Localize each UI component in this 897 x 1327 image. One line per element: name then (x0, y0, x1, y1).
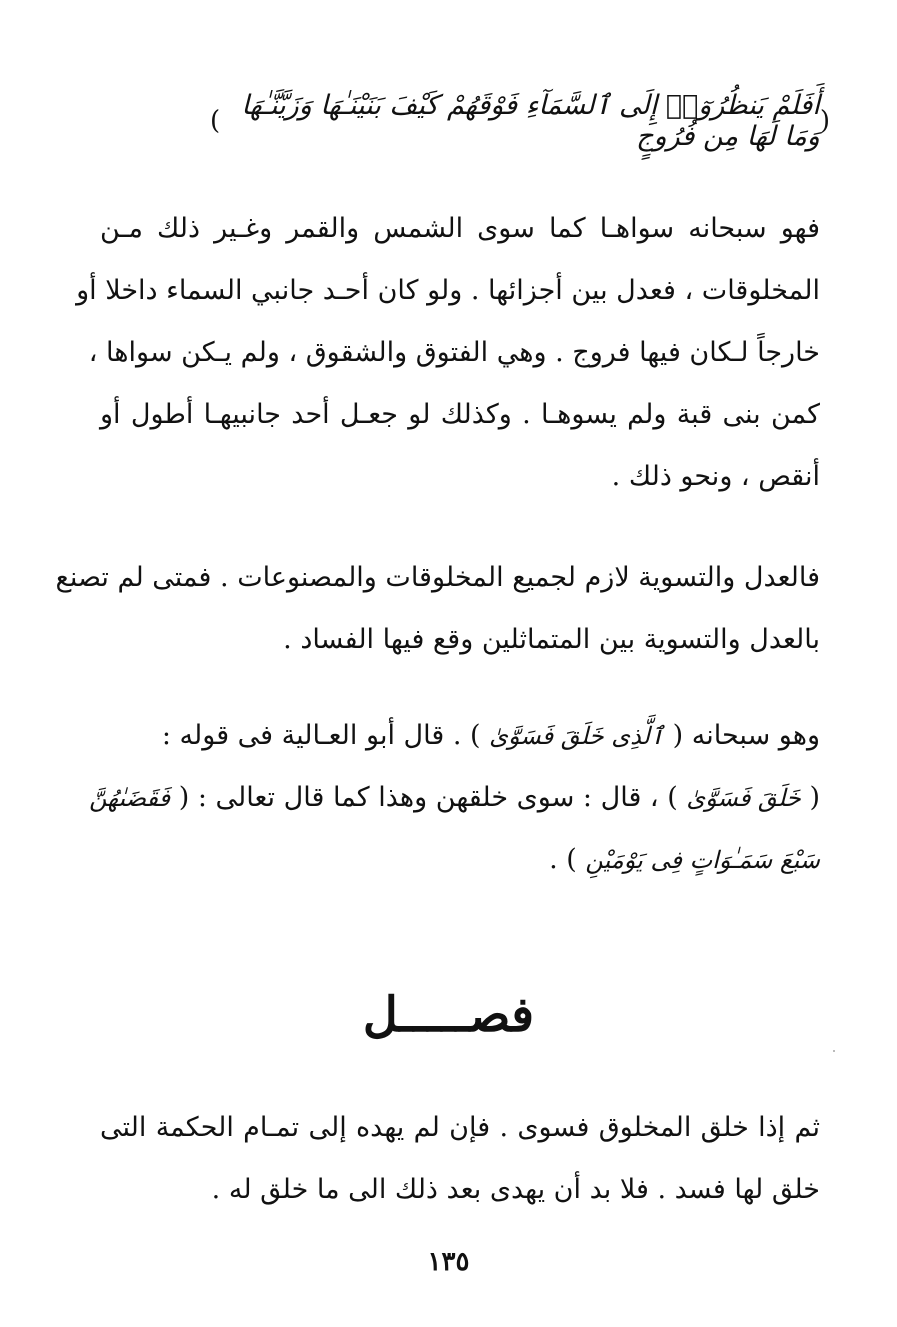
quran-verse-top (210, 90, 830, 152)
paragraph-2 (55, 547, 820, 671)
text-run: ) . (549, 844, 577, 875)
paragraph-line (89, 767, 820, 829)
inline-verse: ٱلَّذِى خَلَقَ فَسَوَّىٰ (489, 722, 665, 750)
section-heading: فصـــــل (362, 987, 535, 1043)
paragraph-line: ثم إذا خلق المخلوق فسوى . فإن لم يهده إلى تمـام الحكمة التى (100, 1112, 820, 1143)
inline-verse: خَلَقَ فَسَوَّىٰ (686, 784, 801, 812)
paragraph-line: فهو سبحانه سواهـا كما سوى الشمس والقمر وغـير ذلك مـن (100, 213, 820, 244)
paragraph-line: خارجاً لـكان فيها فروج . وهي الفتوق والشقوق ، ولم يـكن سواها ، (88, 337, 820, 368)
verse-text: أَفَلَمْ يَنظُرُوٓا۟ إِلَى ٱلسَّمَآءِ فَوْقَهُمْ كَيْفَ بَنَيْنَـٰهَا وَزَيَّنَّـٰهَا وَمَا لَهَا مِن فُرُوجٍ (241, 90, 820, 152)
paragraph-line: فالعدل والتسوية لازم لجميع المخلوقات والمصنوعات . فمتى لم تصنع (55, 562, 820, 593)
text-run: ( (809, 782, 820, 813)
paragraph-line: المخلوقات ، فعدل بين أجزائها . ولو كان أحـد جانبي السماء داخلا أو (76, 275, 820, 306)
text-run: ) . قال أبو العـالية فى قوله : (161, 720, 481, 751)
verse-close-paren: ) (210, 106, 221, 136)
paragraph-line: أنقص ، ونحو ذلك . (611, 461, 820, 492)
paragraph-4 (100, 1097, 820, 1221)
paragraph-line: بالعدل والتسوية بين المتماثلين وقع فيها الفساد . (283, 624, 820, 655)
text-run: وهو سبحانه ( (672, 720, 820, 751)
inline-verse: سَبْعَ سَمَـٰوَاتٍ فِى يَوْمَيْنِ (585, 846, 820, 874)
paragraph-line: كمن بنى قبة ولم يسوهـا . وكذلك لو جعـل أحد جانبيهـا أطول أو (100, 399, 820, 430)
paragraph-line (100, 829, 820, 891)
verse-open-paren: ( (819, 106, 830, 136)
paragraph-1 (76, 198, 820, 508)
text-run: ) ، قال : سوى خلقهن وهذا كما قال تعالى : ( (178, 782, 678, 813)
paragraph-3 (89, 705, 820, 891)
paragraph-line: خلق لها فسد . فلا بد أن يهدى بعد ذلك الى ما خلق له . (211, 1174, 820, 1205)
scan-speck (833, 1050, 835, 1052)
paragraph-line (100, 705, 820, 767)
inline-verse: فَقَضَىٰهُنَّ (89, 784, 171, 812)
page-number: ١٣٥ (427, 1247, 470, 1277)
